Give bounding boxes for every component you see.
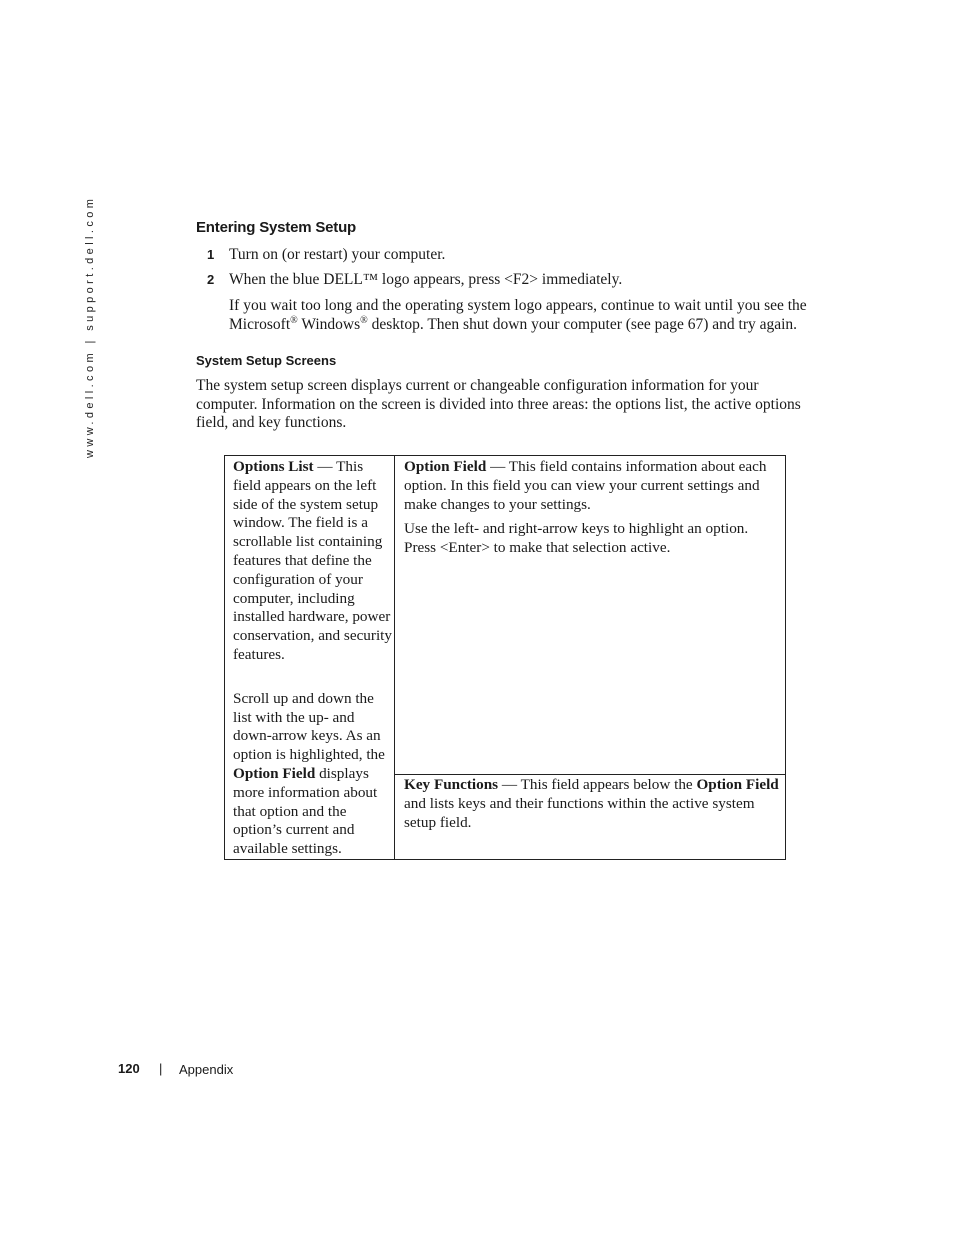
option-field-usage: Use the left- and right-arrow keys to highlight an option. Press <Enter> to make that selection active. <box>404 520 749 557</box>
option-field-desc: — This field contains information about each option. In this field you can view your current settings and make changes to your settings. <box>404 458 767 513</box>
key-functions-desc: and lists keys and their functions within the active system setup field. <box>404 794 755 831</box>
step-note-text: Windows <box>297 315 361 333</box>
step-number: 2 <box>207 272 215 287</box>
scroll-text: displays more information about that option and the option’s current and available settings. <box>233 764 378 858</box>
footer-section-name: Appendix <box>179 1062 234 1077</box>
footer-separator: | <box>159 1061 163 1076</box>
subsection-title: System Setup Screens <box>196 353 337 368</box>
options-list-description <box>233 458 392 665</box>
options-list-desc: — This field appears on the left side of the system setup window. The field is a scrollable list containing features that define the configuration of your computer, including installed hardware, power conservation, and security features. <box>233 458 392 663</box>
step-note <box>229 297 819 334</box>
options-list-cell <box>225 456 395 859</box>
scroll-text: Scroll up and down the list with the up- and down-arrow keys. As an option is highlighted, the <box>233 689 385 764</box>
step-note-text: If you wait too long and the operating system logo appears, continue to wait until you see the Microsoft <box>229 297 807 333</box>
registered-mark: ® <box>360 314 368 326</box>
option-field-term: Option Field <box>696 776 779 793</box>
step-item <box>207 271 622 290</box>
side-url: www.dell.com | support.dell.com <box>84 195 96 458</box>
option-field-description <box>404 458 779 514</box>
step-note-text: desktop. Then shut down your computer (see page 67) and try again. <box>367 315 798 333</box>
section-title: Entering System Setup <box>196 219 357 236</box>
registered-mark: ® <box>290 314 298 326</box>
options-list-term: Options List <box>233 458 314 475</box>
step-text: Turn on (or restart) your computer. <box>229 246 446 263</box>
step-number: 1 <box>207 247 215 262</box>
step-item <box>207 246 445 265</box>
key-functions-desc: — This field appears below the <box>498 776 697 793</box>
option-field-term: Option Field <box>404 458 487 475</box>
step-text: When the blue DELL™ logo appears, press <F2> immediately. <box>229 271 623 288</box>
page-number: 120 <box>118 1061 140 1076</box>
option-field-cell <box>395 456 785 775</box>
key-functions-term: Key Functions <box>404 776 499 793</box>
key-functions-cell <box>395 775 785 859</box>
intro-paragraph: The system setup screen displays current or changeable configuration information for your computer. Information on the screen is divided into three areas: the options list, the active options field, and key functions. <box>196 377 801 431</box>
key-functions-description <box>404 776 779 832</box>
setup-screen-table <box>224 455 786 860</box>
option-field-term: Option Field <box>233 764 316 782</box>
options-list-scroll-note <box>233 690 392 859</box>
